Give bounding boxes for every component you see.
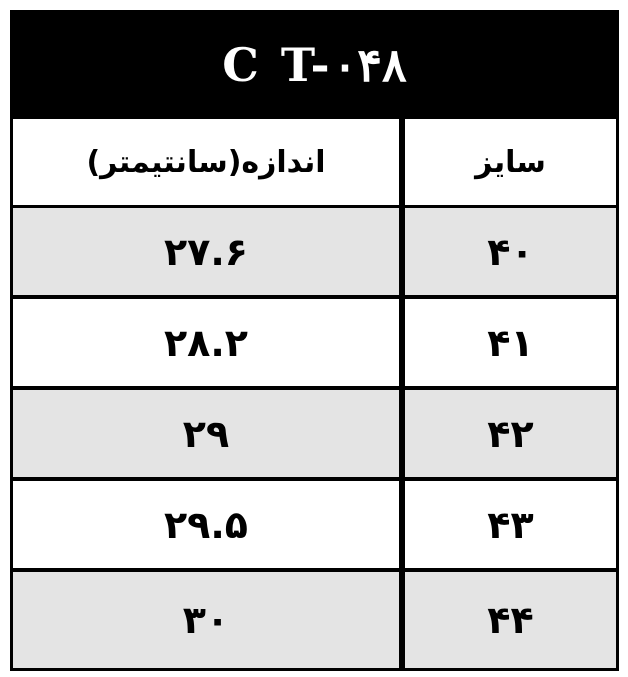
table-row-size: ۴۱ [405, 299, 616, 386]
table-row-size: ۴۲ [405, 390, 616, 477]
table-row-size: ۴۰ [405, 208, 616, 295]
header-size: سایز [405, 119, 616, 205]
table-row-measure: ۲۹.۵ [13, 481, 399, 568]
table-row-size: ۴۳ [405, 481, 616, 568]
table-row-measure: ۲۹ [13, 390, 399, 477]
table-row-measure: ۲۷.۶ [13, 208, 399, 295]
size-chart-table [10, 10, 619, 671]
table-row-measure: ۲۸.۲ [13, 299, 399, 386]
table-row-measure: ۳۰ [13, 572, 399, 668]
header-measure: اندازه(سانتیمتر) [13, 119, 399, 205]
table-row-size: ۴۴ [405, 572, 616, 668]
table-title: C T-۰۴۸ [13, 13, 616, 116]
